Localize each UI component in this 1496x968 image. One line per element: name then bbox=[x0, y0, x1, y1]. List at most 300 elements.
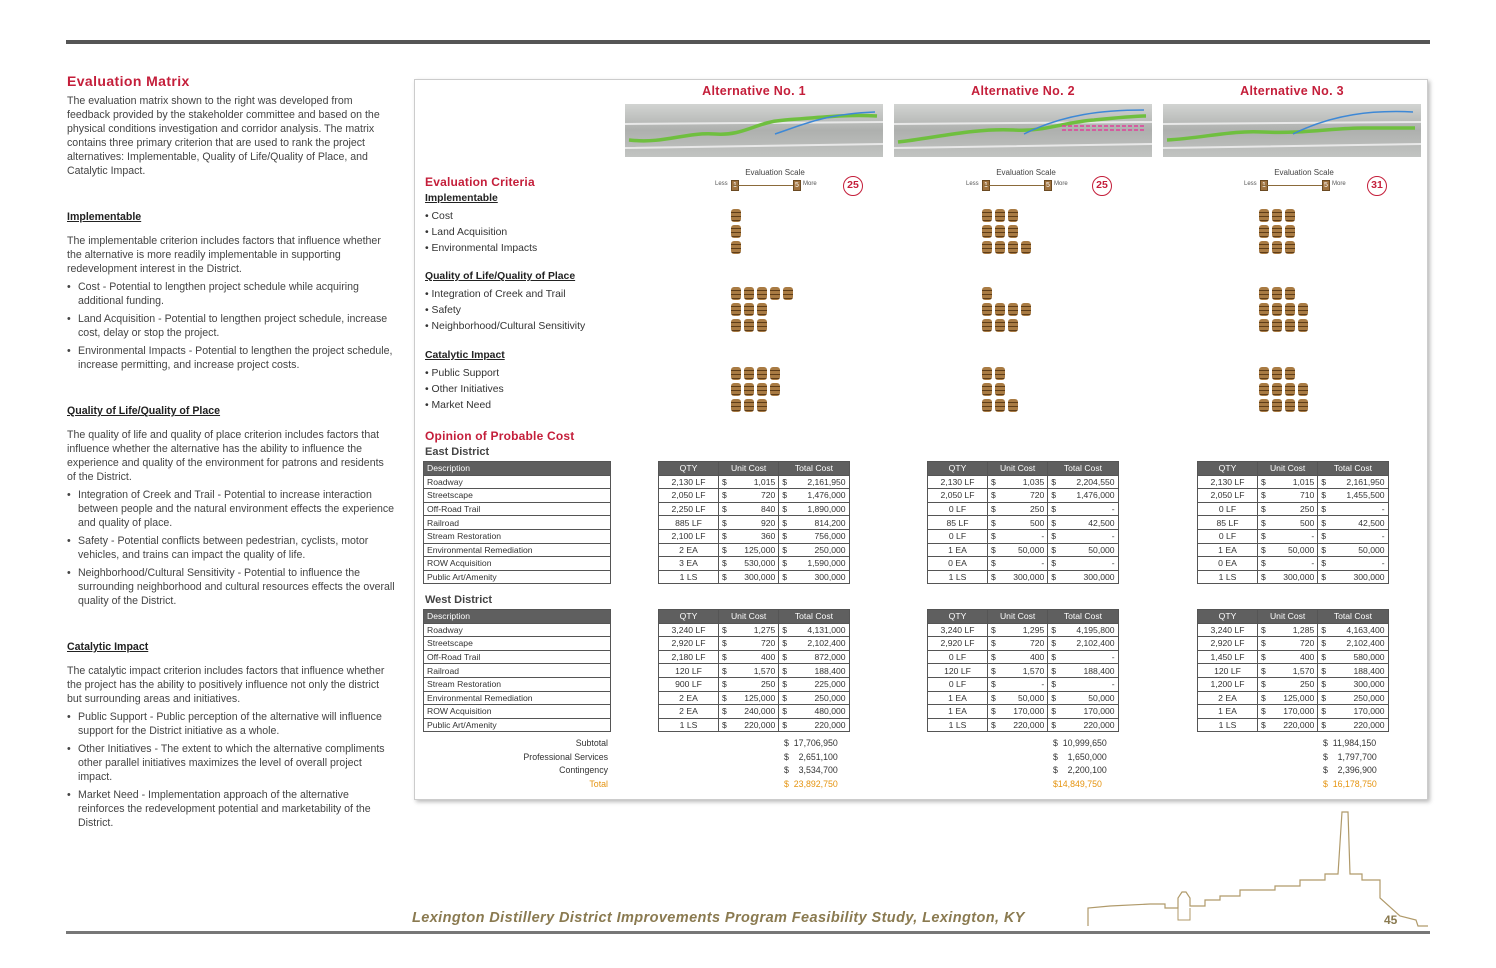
currency-symbol: $ bbox=[1048, 557, 1056, 571]
scale-less-label: Less bbox=[1244, 181, 1257, 187]
barrel-icon bbox=[1272, 225, 1282, 238]
unit-cost-cell: 840 bbox=[727, 502, 779, 516]
currency-symbol: $ bbox=[779, 623, 787, 637]
currency-symbol: $ bbox=[779, 557, 787, 571]
barrel-icon bbox=[731, 399, 741, 412]
col-description: Description bbox=[424, 610, 611, 624]
unit-cost-cell: 1,570 bbox=[1266, 664, 1318, 678]
table-row bbox=[659, 650, 850, 664]
currency-symbol: $ bbox=[1318, 475, 1326, 489]
qty-cell: 2,050 LF bbox=[928, 489, 988, 503]
currency-symbol: $ bbox=[988, 489, 996, 503]
barrel-icon bbox=[1259, 225, 1269, 238]
table-row bbox=[659, 543, 850, 557]
qty-cell: 2,920 LF bbox=[928, 637, 988, 651]
barrel-icon bbox=[1272, 209, 1282, 222]
total-score-badge: 31 bbox=[1367, 176, 1387, 196]
table-row bbox=[659, 557, 850, 571]
currency-symbol: $ bbox=[719, 570, 727, 584]
table-row bbox=[1198, 718, 1389, 732]
unit-cost-cell: - bbox=[1266, 557, 1318, 571]
barrel-icon bbox=[1285, 209, 1295, 222]
table-row bbox=[928, 516, 1119, 530]
professional-services-value: $ 1,797,700 bbox=[1323, 751, 1377, 762]
barrel-icon bbox=[995, 209, 1005, 222]
col-qty: QTY bbox=[659, 462, 719, 476]
unit-cost-cell: 220,000 bbox=[727, 718, 779, 732]
currency-symbol: $ bbox=[779, 718, 787, 732]
total-cost-cell: 2,102,400 bbox=[787, 637, 849, 651]
qty-cell: 2,920 LF bbox=[659, 637, 719, 651]
table-row bbox=[659, 502, 850, 516]
currency-symbol: $ bbox=[1318, 502, 1326, 516]
scale-title: Evaluation Scale bbox=[996, 168, 1056, 177]
qty-cell: 1 LS bbox=[1198, 718, 1258, 732]
currency-symbol: $ bbox=[1048, 677, 1056, 691]
table-row bbox=[659, 570, 850, 584]
table-row bbox=[928, 637, 1119, 651]
barrel-icon bbox=[1298, 383, 1308, 396]
table-row bbox=[659, 705, 850, 719]
total-score-badge: 25 bbox=[1092, 176, 1112, 196]
unit-cost-cell: 360 bbox=[727, 529, 779, 543]
qty-cell: 1 EA bbox=[928, 691, 988, 705]
scale-high-box: 5 bbox=[1044, 180, 1052, 191]
rating-barrels bbox=[982, 319, 1018, 332]
unit-cost-cell: 170,000 bbox=[996, 705, 1048, 719]
total-cost-cell: 814,200 bbox=[787, 516, 849, 530]
currency-symbol: $ bbox=[1318, 570, 1326, 584]
currency-symbol: $ bbox=[1258, 637, 1266, 651]
currency-symbol: $ bbox=[988, 623, 996, 637]
table-row bbox=[1198, 489, 1389, 503]
total-cost-cell: - bbox=[1056, 677, 1118, 691]
barrel-icon bbox=[757, 303, 767, 316]
table-cell: Off-Road Trail bbox=[424, 502, 611, 516]
barrel-icon bbox=[995, 399, 1005, 412]
total-cost-cell: - bbox=[1056, 502, 1118, 516]
group-heading: Implementable bbox=[425, 193, 498, 204]
alternative-title: Alternative No. 2 bbox=[971, 84, 1075, 98]
table-row bbox=[1198, 557, 1389, 571]
qty-cell: 3,240 LF bbox=[928, 623, 988, 637]
qty-cell: 120 LF bbox=[928, 664, 988, 678]
list-item: • Land Acquisition - Potential to lengthen project schedule, increase cost, delay or stop the project. bbox=[67, 312, 395, 340]
col-unit-cost: Unit Cost bbox=[988, 610, 1048, 624]
qty-cell: 885 LF bbox=[659, 516, 719, 530]
qty-cell: 3 EA bbox=[659, 557, 719, 571]
barrel-icon bbox=[1272, 319, 1282, 332]
qty-cell: 2 EA bbox=[659, 691, 719, 705]
currency-symbol: $ bbox=[1318, 529, 1326, 543]
scale-more-label: More bbox=[1054, 181, 1068, 187]
barrel-icon bbox=[1021, 241, 1031, 254]
total-cost-cell: 170,000 bbox=[1056, 705, 1118, 719]
barrel-icon bbox=[1259, 287, 1269, 300]
currency-symbol: $ bbox=[1048, 502, 1056, 516]
currency-symbol: $ bbox=[988, 516, 996, 530]
col-description: Description bbox=[424, 462, 611, 476]
total-cost-cell: 50,000 bbox=[1056, 543, 1118, 557]
unit-cost-cell: - bbox=[996, 557, 1048, 571]
contingency-label: Contingency bbox=[559, 765, 608, 776]
currency-symbol: $ bbox=[719, 718, 727, 732]
criterion-label: • Public Support bbox=[425, 368, 500, 379]
barrel-icon bbox=[1008, 303, 1018, 316]
total-cost-cell: 1,455,500 bbox=[1326, 489, 1388, 503]
col-unit-cost: Unit Cost bbox=[719, 610, 779, 624]
east-cost-table bbox=[1197, 461, 1389, 584]
currency-symbol: $ bbox=[1318, 705, 1326, 719]
unit-cost-cell: 240,000 bbox=[727, 705, 779, 719]
list-item: • Market Need - Implementation approach of the alternative reinforces the redevelopment potential and marketability of the District. bbox=[67, 788, 395, 830]
rating-barrels bbox=[731, 399, 767, 412]
rating-barrels bbox=[1259, 225, 1295, 238]
group-heading: Quality of Life/Quality of Place bbox=[425, 271, 576, 282]
barrel-icon bbox=[995, 319, 1005, 332]
table-cell: Stream Restoration bbox=[424, 677, 611, 691]
currency-symbol: $ bbox=[1048, 543, 1056, 557]
barrel-icon bbox=[982, 209, 992, 222]
catalytic-list bbox=[67, 710, 395, 830]
qty-cell: 3,240 LF bbox=[659, 623, 719, 637]
total-cost-cell: 480,000 bbox=[787, 705, 849, 719]
currency-symbol: $ bbox=[1258, 664, 1266, 678]
table-row bbox=[659, 691, 850, 705]
barrel-icon bbox=[1021, 303, 1031, 316]
rating-barrels bbox=[731, 303, 767, 316]
scale-title: Evaluation Scale bbox=[1274, 168, 1334, 177]
unit-cost-cell: 300,000 bbox=[1266, 570, 1318, 584]
barrel-icon bbox=[982, 383, 992, 396]
barrel-icon bbox=[1285, 225, 1295, 238]
unit-cost-cell: 400 bbox=[727, 650, 779, 664]
rating-barrels bbox=[1259, 303, 1308, 316]
total-cost-cell: 2,102,400 bbox=[1326, 637, 1388, 651]
unit-cost-cell: 720 bbox=[996, 637, 1048, 651]
barrel-icon bbox=[1285, 367, 1295, 380]
total-cost-cell: 250,000 bbox=[787, 543, 849, 557]
barrel-icon bbox=[1272, 383, 1282, 396]
total-cost-cell: 42,500 bbox=[1326, 516, 1388, 530]
barrel-icon bbox=[995, 303, 1005, 316]
rating-barrels bbox=[1259, 209, 1295, 222]
unit-cost-cell: 720 bbox=[727, 489, 779, 503]
top-rule bbox=[66, 40, 1430, 44]
barrel-icon bbox=[1272, 241, 1282, 254]
rating-barrels bbox=[731, 225, 741, 238]
qty-cell: 0 LF bbox=[928, 677, 988, 691]
unit-cost-cell: 1,015 bbox=[727, 475, 779, 489]
currency-symbol: $ bbox=[719, 691, 727, 705]
total-cost-cell: 1,476,000 bbox=[787, 489, 849, 503]
col-total-cost: Total Cost bbox=[1318, 610, 1388, 624]
total-cost-cell: - bbox=[1056, 650, 1118, 664]
table-cell: ROW Acquisition bbox=[424, 557, 611, 571]
qty-cell: 2,050 LF bbox=[1198, 489, 1258, 503]
currency-symbol: $ bbox=[1048, 529, 1056, 543]
currency-symbol: $ bbox=[1048, 705, 1056, 719]
table-row bbox=[1198, 637, 1389, 651]
summary-labels bbox=[475, 737, 608, 791]
currency-symbol: $ bbox=[1258, 516, 1266, 530]
table-row bbox=[1198, 677, 1389, 691]
rating-barrels bbox=[982, 367, 1005, 380]
table-cell: Streetscape bbox=[424, 489, 611, 503]
alternative-title: Alternative No. 3 bbox=[1240, 84, 1344, 98]
col-total-cost: Total Cost bbox=[1048, 610, 1118, 624]
qty-cell: 1 LS bbox=[1198, 570, 1258, 584]
barrel-icon bbox=[1008, 399, 1018, 412]
total-value: $ 23,892,750 bbox=[784, 778, 838, 789]
barrel-icon bbox=[1272, 287, 1282, 300]
contingency-value: $ 2,200,100 bbox=[1053, 765, 1107, 776]
barrel-icon bbox=[982, 399, 992, 412]
total-cost-cell: 220,000 bbox=[787, 718, 849, 732]
unit-cost-cell: 250 bbox=[727, 677, 779, 691]
unit-cost-cell: 1,275 bbox=[727, 623, 779, 637]
currency-symbol: $ bbox=[719, 502, 727, 516]
rating-barrels bbox=[731, 241, 741, 254]
barrel-icon bbox=[770, 383, 780, 396]
unit-cost-cell: 1,035 bbox=[996, 475, 1048, 489]
unit-cost-cell: 50,000 bbox=[996, 543, 1048, 557]
table-row bbox=[928, 677, 1119, 691]
barrel-icon bbox=[1285, 241, 1295, 254]
cost-summary bbox=[1323, 737, 1377, 791]
alternative-title: Alternative No. 1 bbox=[702, 84, 806, 98]
barrel-icon bbox=[1285, 287, 1295, 300]
professional-services-value: $ 2,651,100 bbox=[784, 751, 838, 762]
currency-symbol: $ bbox=[1318, 637, 1326, 651]
rating-barrels bbox=[982, 209, 1018, 222]
table-row bbox=[659, 529, 850, 543]
cost-heading: Opinion of Probable Cost bbox=[425, 429, 575, 443]
barrel-icon bbox=[1285, 383, 1295, 396]
currency-symbol: $ bbox=[1048, 623, 1056, 637]
currency-symbol: $ bbox=[719, 650, 727, 664]
total-cost-cell: 580,000 bbox=[1326, 650, 1388, 664]
subtotal-label: Subtotal bbox=[575, 738, 608, 748]
implementable-heading: Implementable bbox=[67, 211, 142, 223]
currency-symbol: $ bbox=[779, 516, 787, 530]
table-cell: Railroad bbox=[424, 516, 611, 530]
total-cost-cell: - bbox=[1056, 557, 1118, 571]
total-cost-cell: 188,400 bbox=[787, 664, 849, 678]
quality-text: The quality of life and quality of place criterion includes factors that influence whether the alternative has the ability to influence the experience and quality of the environment for patrons and residents of the District. bbox=[67, 429, 384, 483]
table-row bbox=[659, 677, 850, 691]
rating-barrels bbox=[731, 287, 793, 300]
currency-symbol: $ bbox=[1048, 475, 1056, 489]
subtotal-value: $ 17,706,950 bbox=[784, 738, 838, 748]
barrel-icon bbox=[1298, 399, 1308, 412]
barrel-icon bbox=[995, 225, 1005, 238]
qty-cell: 2,250 LF bbox=[659, 502, 719, 516]
barrel-icon bbox=[744, 367, 754, 380]
table-cell: Roadway bbox=[424, 623, 611, 637]
west-cost-table bbox=[1197, 609, 1389, 732]
total-cost-cell: - bbox=[1326, 557, 1388, 571]
table-row bbox=[928, 529, 1119, 543]
currency-symbol: $ bbox=[1048, 718, 1056, 732]
currency-symbol: $ bbox=[988, 502, 996, 516]
barrel-icon bbox=[1272, 399, 1282, 412]
unit-cost-cell: 1,285 bbox=[1266, 623, 1318, 637]
barrel-icon bbox=[744, 303, 754, 316]
total-cost-cell: 4,163,400 bbox=[1326, 623, 1388, 637]
barrel-icon bbox=[1285, 303, 1295, 316]
catalytic-heading: Catalytic Impact bbox=[67, 641, 149, 653]
rating-barrels bbox=[1259, 241, 1295, 254]
table-cell: Streetscape bbox=[424, 637, 611, 651]
scale-line bbox=[733, 185, 798, 186]
barrel-icon bbox=[744, 319, 754, 332]
total-cost-cell: 872,000 bbox=[787, 650, 849, 664]
barrel-icon bbox=[757, 383, 767, 396]
col-qty: QTY bbox=[928, 462, 988, 476]
table-cell: Public Art/Amenity bbox=[424, 570, 611, 584]
list-item: • Other Initiatives - The extent to which the alternative compliments other parallel initiatives maximizes the level of overall project impact. bbox=[67, 742, 395, 784]
table-cell: ROW Acquisition bbox=[424, 705, 611, 719]
barrel-icon bbox=[1285, 399, 1295, 412]
table-row bbox=[659, 475, 850, 489]
currency-symbol: $ bbox=[719, 557, 727, 571]
rating-barrels bbox=[982, 287, 992, 300]
currency-symbol: $ bbox=[1258, 623, 1266, 637]
table-row bbox=[928, 650, 1119, 664]
group-heading: Catalytic Impact bbox=[425, 350, 505, 361]
barrel-icon bbox=[982, 319, 992, 332]
currency-symbol: $ bbox=[779, 637, 787, 651]
criterion-label: • Environmental Impacts bbox=[425, 243, 538, 254]
currency-symbol: $ bbox=[1048, 664, 1056, 678]
total-cost-cell: 4,195,800 bbox=[1056, 623, 1118, 637]
currency-symbol: $ bbox=[988, 664, 996, 678]
unit-cost-cell: 125,000 bbox=[727, 691, 779, 705]
rating-barrels bbox=[982, 399, 1018, 412]
qty-cell: 2,130 LF bbox=[928, 475, 988, 489]
qty-cell: 1 EA bbox=[1198, 543, 1258, 557]
unit-cost-cell: 250 bbox=[996, 502, 1048, 516]
qty-cell: 3,240 LF bbox=[1198, 623, 1258, 637]
distillery-skyline-illustration bbox=[1080, 808, 1430, 933]
cost-summary bbox=[784, 737, 838, 791]
unit-cost-cell: 125,000 bbox=[727, 543, 779, 557]
barrel-icon bbox=[731, 209, 741, 222]
evaluation-scale bbox=[715, 168, 835, 196]
table-row bbox=[1198, 650, 1389, 664]
table-row bbox=[1198, 543, 1389, 557]
currency-symbol: $ bbox=[1318, 489, 1326, 503]
criterion-label: • Safety bbox=[425, 305, 461, 316]
scale-high-box: 5 bbox=[1322, 180, 1330, 191]
total-cost-cell: 1,590,000 bbox=[787, 557, 849, 571]
currency-symbol: $ bbox=[988, 637, 996, 651]
currency-symbol: $ bbox=[988, 650, 996, 664]
currency-symbol: $ bbox=[1318, 664, 1326, 678]
total-cost-cell: 300,000 bbox=[1056, 570, 1118, 584]
table-row bbox=[928, 691, 1119, 705]
criterion-label: • Neighborhood/Cultural Sensitivity bbox=[425, 321, 586, 332]
table-cell: Environmental Remediation bbox=[424, 691, 611, 705]
total-cost-cell: 220,000 bbox=[1056, 718, 1118, 732]
col-total-cost: Total Cost bbox=[1318, 462, 1388, 476]
unit-cost-cell: 50,000 bbox=[1266, 543, 1318, 557]
qty-cell: 0 LF bbox=[1198, 529, 1258, 543]
unit-cost-cell: 1,570 bbox=[996, 664, 1048, 678]
total-cost-cell: 2,204,550 bbox=[1056, 475, 1118, 489]
barrel-icon bbox=[995, 241, 1005, 254]
criterion-label: • Cost bbox=[425, 211, 453, 222]
barrel-icon bbox=[982, 225, 992, 238]
evaluation-scale bbox=[1244, 168, 1364, 196]
table-row bbox=[928, 718, 1119, 732]
table-row bbox=[1198, 570, 1389, 584]
scale-line bbox=[1262, 185, 1327, 186]
currency-symbol: $ bbox=[1048, 650, 1056, 664]
col-total-cost: Total Cost bbox=[779, 462, 849, 476]
qty-cell: 1 EA bbox=[928, 705, 988, 719]
total-cost-cell: 50,000 bbox=[1056, 691, 1118, 705]
currency-symbol: $ bbox=[779, 502, 787, 516]
barrel-icon bbox=[731, 367, 741, 380]
rating-barrels bbox=[1259, 399, 1308, 412]
barrel-icon bbox=[1259, 399, 1269, 412]
west-description-table bbox=[423, 609, 611, 732]
barrel-icon bbox=[731, 383, 741, 396]
col-unit-cost: Unit Cost bbox=[1258, 610, 1318, 624]
total-cost-cell: 300,000 bbox=[787, 570, 849, 584]
currency-symbol: $ bbox=[779, 705, 787, 719]
currency-symbol: $ bbox=[719, 543, 727, 557]
scale-high-box: 5 bbox=[793, 180, 801, 191]
barrel-icon bbox=[1008, 209, 1018, 222]
rating-barrels bbox=[731, 367, 780, 380]
evaluation-criteria-heading: Evaluation Criteria bbox=[425, 175, 535, 189]
col-total-cost: Total Cost bbox=[779, 610, 849, 624]
rating-barrels bbox=[1259, 367, 1295, 380]
total-cost-cell: 188,400 bbox=[1056, 664, 1118, 678]
implementable-list bbox=[67, 280, 395, 372]
currency-symbol: $ bbox=[779, 529, 787, 543]
rating-barrels bbox=[731, 319, 767, 332]
unit-cost-cell: 710 bbox=[1266, 489, 1318, 503]
currency-symbol: $ bbox=[719, 475, 727, 489]
col-unit-cost: Unit Cost bbox=[1258, 462, 1318, 476]
table-row bbox=[928, 475, 1119, 489]
barrel-icon bbox=[1259, 319, 1269, 332]
currency-symbol: $ bbox=[1318, 623, 1326, 637]
rating-barrels bbox=[982, 303, 1031, 316]
list-item: • Environmental Impacts - Potential to lengthen the project schedule, increase permitting, and increase project costs. bbox=[67, 344, 395, 372]
qty-cell: 85 LF bbox=[928, 516, 988, 530]
barrel-icon bbox=[982, 367, 992, 380]
total-cost-cell: 225,000 bbox=[787, 677, 849, 691]
criterion-label: • Integration of Creek and Trail bbox=[425, 289, 566, 300]
unit-cost-cell: 720 bbox=[1266, 637, 1318, 651]
currency-symbol: $ bbox=[1258, 489, 1266, 503]
total-cost-cell: 188,400 bbox=[1326, 664, 1388, 678]
intro-text: The evaluation matrix shown to the right was developed from feedback provided by the stakeholder committee and based on the physical conditions investigation and corridor analysis. The matrix contains three primary criterion that are used to rank the project alternatives: Implementable, Quality of Life/Quality of Place, and Catalytic Impact. bbox=[67, 95, 380, 177]
table-row bbox=[1198, 502, 1389, 516]
unit-cost-cell: 530,000 bbox=[727, 557, 779, 571]
currency-symbol: $ bbox=[1258, 529, 1266, 543]
currency-symbol: $ bbox=[1318, 650, 1326, 664]
contingency-value: $ 2,396,900 bbox=[1323, 765, 1377, 776]
barrel-icon bbox=[744, 399, 754, 412]
section-title: Evaluation Matrix bbox=[67, 73, 190, 89]
barrel-icon bbox=[1259, 303, 1269, 316]
